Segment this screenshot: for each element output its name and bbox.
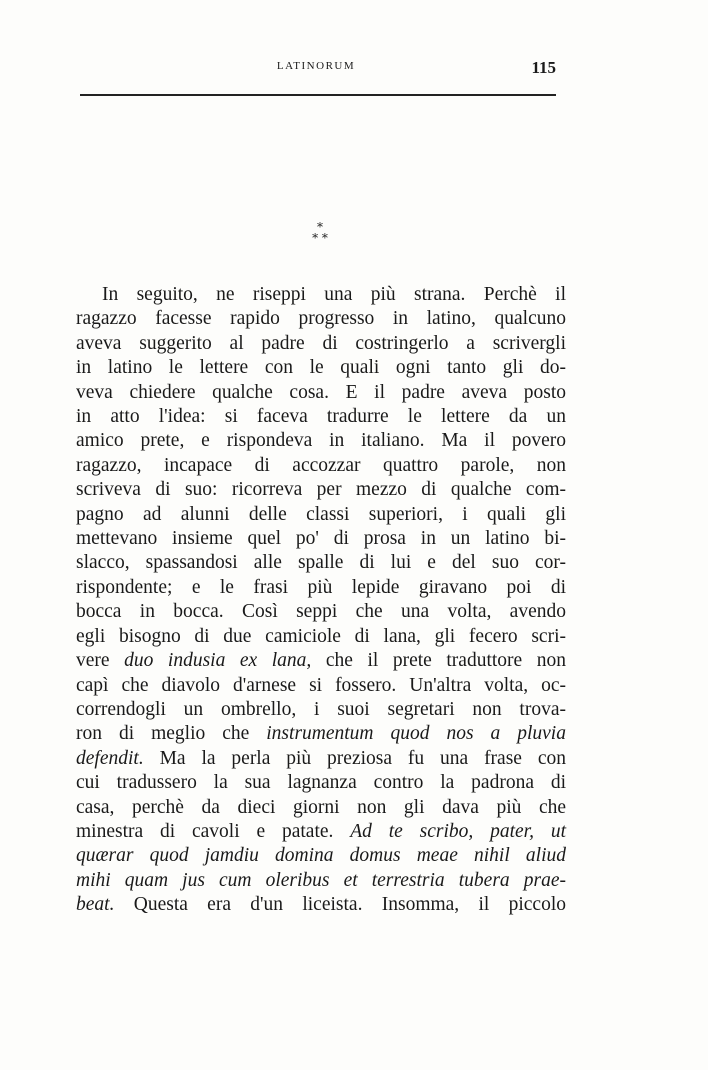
text-segment: capì che diavolo d'arnese si fossero. Un'altra volta, oc- xyxy=(76,674,566,696)
text-line xyxy=(76,722,566,746)
text-segment: veva chiedere qualche cosa. E il padre aveva posto xyxy=(76,381,566,403)
page-number: 115 xyxy=(531,58,556,77)
text-line xyxy=(76,551,566,575)
text-line xyxy=(76,869,566,893)
text-segment: Ma la perla più preziosa fu una frase con xyxy=(143,747,566,769)
text-segment: in atto l'idea: si faceva tradurre le lettere da un xyxy=(76,406,566,428)
text-line xyxy=(76,893,566,917)
text-line xyxy=(76,674,566,698)
text-segment: bocca in bocca. Così seppi che una volta, avendo xyxy=(76,601,566,623)
running-title: LATINORUM xyxy=(276,60,356,72)
text-line xyxy=(76,429,566,453)
italic-latin-text: Ad te scribo, pater, ut xyxy=(350,820,566,842)
text-segment: mettevano insieme quel po' di prosa in un latino bi- xyxy=(76,528,566,550)
text-segment: pagno ad alunni delle classi superiori, i quali gli xyxy=(76,503,566,525)
text-line xyxy=(76,283,566,307)
text-line xyxy=(76,796,566,820)
text-line xyxy=(76,356,566,380)
text-segment: Questa era d'un liceista. Insomma, il piccolo xyxy=(114,894,566,916)
text-segment: correndogli un ombrello, i suoi segretari non trova- xyxy=(76,698,566,720)
text-segment: in latino le lettere con le quali ogni tanto gli do- xyxy=(76,357,566,379)
text-segment: aveva suggerito al padre di costringerlo a scrivergli xyxy=(76,332,566,354)
text-segment: scriveva di suo: ricorreva per mezzo di qualche com- xyxy=(76,479,566,501)
text-line xyxy=(76,698,566,722)
text-segment: slacco, spassandosi alle spalle di lui e del suo cor- xyxy=(76,552,566,574)
text-segment: vere xyxy=(76,650,125,672)
text-line xyxy=(76,503,566,527)
text-line xyxy=(76,454,566,478)
text-line xyxy=(76,405,566,429)
text-segment: ragazzo facesse rapido progresso in latino, qualcuno xyxy=(76,308,566,330)
italic-latin-text: instrumentum quod nos a pluvia xyxy=(266,723,566,745)
text-segment: rispondente; e le frasi più lepide giravano poi di xyxy=(76,576,566,598)
text-segment: ron di meglio che xyxy=(76,723,267,745)
text-line xyxy=(76,771,566,795)
text-line xyxy=(76,747,566,771)
italic-latin-text: mihi quam jus cum oleribus et terrestria tubera prae- xyxy=(76,869,566,891)
text-line xyxy=(76,844,566,868)
text-segment: egli bisogno di due camiciole di lana, gli fecero scri- xyxy=(76,625,566,647)
text-line xyxy=(76,307,566,331)
asterism-top: * xyxy=(317,220,323,234)
text-segment: ragazzo, incapace di accozzar quattro parole, non xyxy=(76,454,566,476)
asterism-bottom: * * xyxy=(312,231,328,245)
italic-latin-text: beat. xyxy=(76,894,115,916)
body-paragraph xyxy=(76,283,566,918)
text-segment: minestra di cavoli e patate. xyxy=(76,820,351,842)
header-rule xyxy=(80,94,556,96)
text-line xyxy=(76,576,566,600)
italic-latin-text: duo indusia ex lana, xyxy=(124,650,312,672)
text-line xyxy=(76,625,566,649)
text-line xyxy=(76,478,566,502)
text-segment: amico prete, e rispondeva in italiano. Ma il povero xyxy=(76,430,566,452)
text-line xyxy=(76,600,566,624)
text-segment: cui tradussero la sua lagnanza contro la padrona di xyxy=(76,772,566,794)
text-segment: che il prete traduttore non xyxy=(311,650,566,672)
text-segment: casa, perchè da dieci giorni non gli dava più che xyxy=(76,796,566,818)
section-break-asterism xyxy=(300,222,340,244)
page-header xyxy=(76,58,556,82)
text-line xyxy=(76,381,566,405)
text-line xyxy=(76,649,566,673)
italic-latin-text: defendit. xyxy=(76,747,144,769)
text-line xyxy=(76,527,566,551)
text-line xyxy=(76,820,566,844)
text-segment: In seguito, ne riseppi una più strana. Perchè il xyxy=(102,284,566,305)
text-line xyxy=(76,332,566,356)
italic-latin-text: quærar quod jamdiu domina domus meae nihil aliud xyxy=(76,845,566,867)
